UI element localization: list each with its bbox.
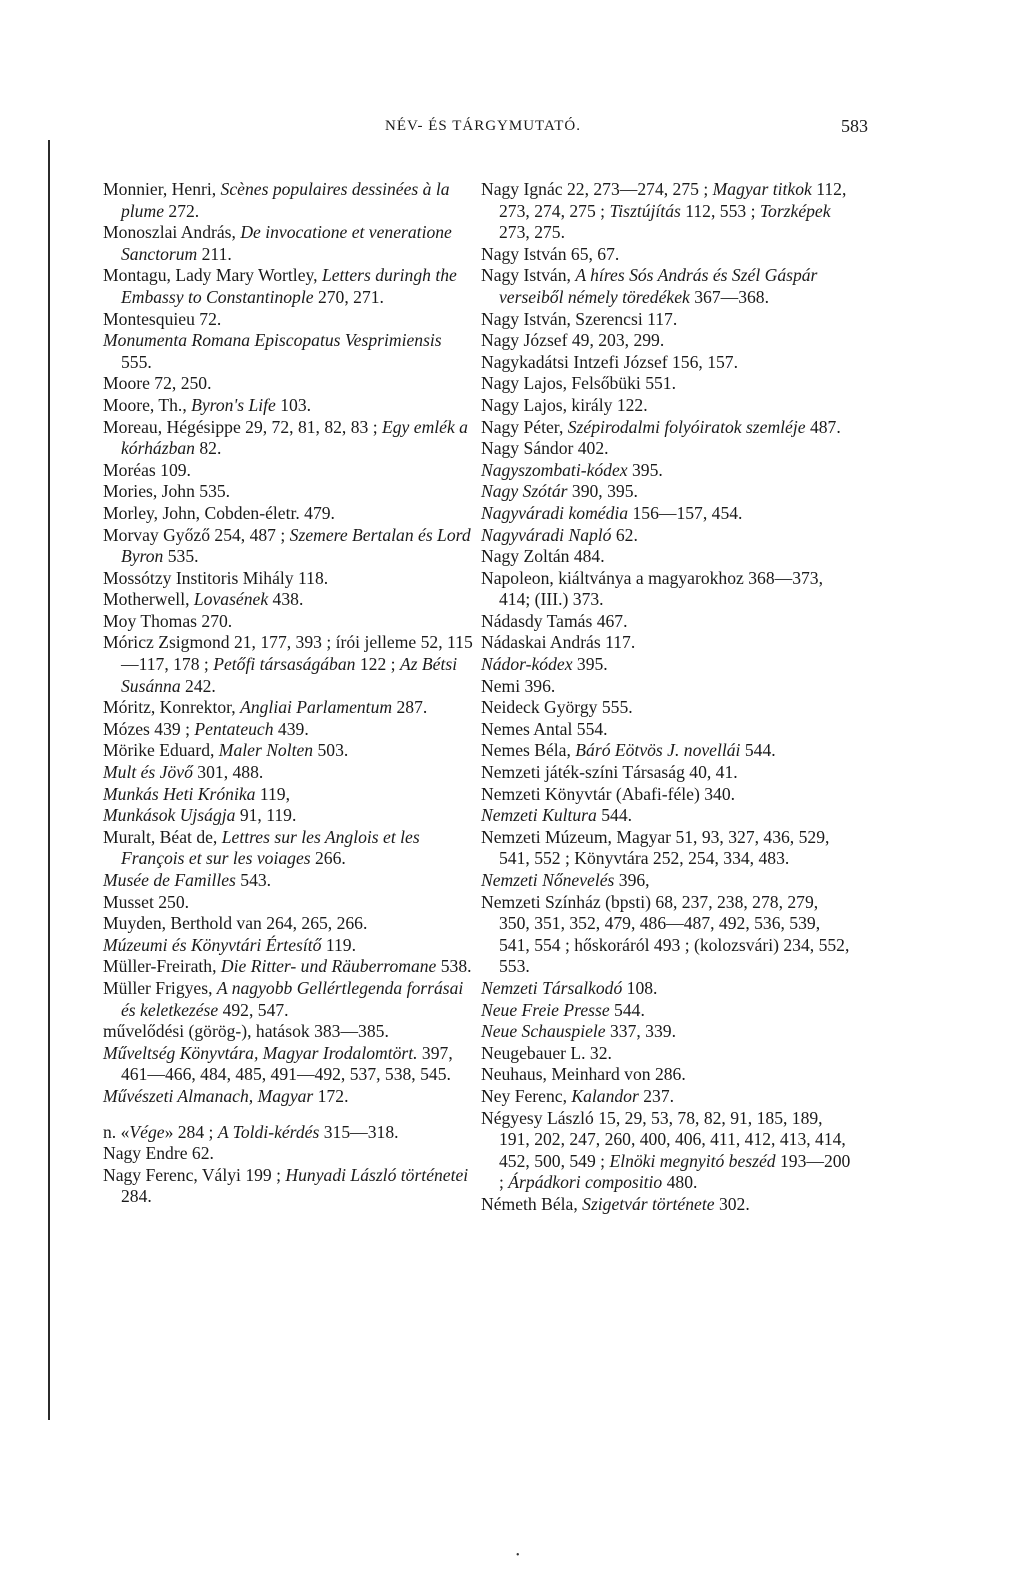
entry-text: 103. <box>275 394 312 415</box>
entry-text: Nemzeti Múzeum, Magyar 51, 93, 327, 436, 529, 541, 552 ; Könyvtára 252, 254, 334, 483. <box>481 826 830 869</box>
index-column-right <box>481 179 851 1216</box>
index-entry <box>103 417 473 460</box>
entry-text: Nagy Sándor 402. <box>481 438 609 459</box>
index-entry <box>481 330 851 352</box>
entry-text: Négyesy László 15, 29, 53, 78, 82, 91, 185, 189, 191, 202, 247, 260, 400, 406, 411, 412, 413, 414, 452, 500, 549 ; <box>481 1107 846 1171</box>
entry-text: 119. <box>321 934 356 955</box>
entry-title-italic: Byron's Life <box>191 394 276 415</box>
entry-text: Mossótzy Institoris Mihály 118. <box>103 567 329 588</box>
index-entry <box>481 762 851 784</box>
index-entry <box>103 697 473 719</box>
entry-text: 112, 553 ; <box>680 200 760 221</box>
entry-title-italic: Pentateuch <box>194 718 274 739</box>
entry-text: 287. <box>392 697 428 718</box>
entry-title-italic: Neue Schauspiele <box>481 1021 606 1042</box>
entry-text: 438. <box>268 589 304 610</box>
index-entry <box>481 546 851 568</box>
index-entry <box>481 395 851 417</box>
entry-title-italic: Tisztújítás <box>609 200 681 221</box>
entry-text: Napoleon, kiáltványa a magyarokhoz 368—373, 414; (III.) 373. <box>481 567 824 610</box>
entry-text: Muyden, Berthold van 264, 265, 266. <box>103 913 368 934</box>
page-binding-rule <box>48 140 50 1420</box>
index-entry <box>103 265 473 308</box>
entry-title-italic: Múzeumi és Könyvtári Értesítő <box>103 934 322 955</box>
entry-text: 272. <box>164 200 200 221</box>
entry-title-italic: Maler Nolten <box>218 740 314 761</box>
entry-text: Nemzeti játék-színi Társaság 40, 41. <box>481 762 738 783</box>
entry-text: 172. <box>313 1085 349 1106</box>
entry-text: 367—368. <box>689 286 769 307</box>
index-entry <box>103 589 473 611</box>
index-entry <box>481 632 851 654</box>
entry-title-italic: Nagy Szótár <box>481 481 568 502</box>
entry-title-italic: Scènes populaires dessinées à la plume <box>121 179 450 221</box>
index-entry <box>481 1108 851 1194</box>
index-entry <box>481 309 851 331</box>
entry-title-italic: Az Bétsi Susánna <box>121 654 458 696</box>
entry-text: művelődési (görög-), hatások 383—385. <box>103 1021 389 1042</box>
index-entry <box>481 892 851 978</box>
entry-text: 395. <box>627 459 663 480</box>
index-entry <box>103 330 473 373</box>
entry-text: 62. <box>611 524 638 545</box>
index-entry <box>103 460 473 482</box>
entry-text: Moore, Th., <box>103 394 192 415</box>
entry-text: Montagu, Lady Mary Wortley, <box>103 265 322 286</box>
entry-text: Morley, John, Cobden-életr. 479. <box>103 502 335 523</box>
entry-text: 108. <box>622 977 658 998</box>
entry-text: Morvay Győző 254, 487 ; <box>103 524 290 545</box>
entry-title-italic: Mult és Jövő <box>103 762 193 783</box>
entry-text: Neugebauer L. 32. <box>481 1042 612 1063</box>
entry-text: Moréas 109. <box>103 459 191 480</box>
index-entry <box>481 805 851 827</box>
index-entry <box>103 870 473 892</box>
index-entry <box>481 503 851 525</box>
entry-text: 487. <box>805 416 841 437</box>
index-entry <box>103 978 473 1021</box>
entry-text: 301, 488. <box>192 762 264 783</box>
index-entry <box>103 805 473 827</box>
entry-text: n. « <box>103 1121 130 1142</box>
entry-text: Nagy Lajos, király 122. <box>481 394 648 415</box>
index-entry <box>103 827 473 870</box>
entry-text: Nemi 396. <box>481 675 556 696</box>
entry-text: 156—157, 454. <box>628 502 743 523</box>
index-entry <box>481 352 851 374</box>
index-entry <box>103 740 473 762</box>
entry-title-italic: Munkások Ujságja <box>103 805 236 826</box>
entry-title-italic: A nagyobb Gellértlegenda forrásai és keletkezése <box>121 977 464 1020</box>
index-entry <box>103 1043 473 1086</box>
entry-title-italic: Lettres sur les Anglois et les François et sur les voiages <box>121 826 420 869</box>
entry-text: Nagy József 49, 203, 299. <box>481 330 665 351</box>
entry-text: 503. <box>313 740 349 761</box>
index-entry <box>103 1165 473 1208</box>
entry-text: Müller Frigyes, <box>103 977 217 998</box>
entry-text: 193—200 ; <box>499 1150 851 1193</box>
entry-text: Mories, John 535. <box>103 481 231 502</box>
index-entry <box>103 719 473 741</box>
entry-text: Monnier, Henri, <box>103 179 221 199</box>
entry-title-italic: Angliai Parlamentum <box>240 697 393 718</box>
entry-title-italic: Munkás Heti Krónika <box>103 783 256 804</box>
entry-title-italic: Torzképek <box>759 200 831 221</box>
entry-title-italic: Szemere Bertalan és Lord Byron <box>121 524 471 567</box>
entry-title-italic: Petőfi társaságában <box>213 654 356 675</box>
entry-text: Nagy Ignác 22, 273—274, 275 ; <box>481 179 713 199</box>
entry-text: Nagy Péter, <box>481 416 568 437</box>
entry-text: Nádaskai András 117. <box>481 632 636 653</box>
entry-text: Nádasdy Tamás 467. <box>481 610 628 631</box>
index-entry <box>103 1021 473 1043</box>
entry-text: Moore 72, 250. <box>103 373 212 394</box>
index-entry <box>103 1086 473 1108</box>
index-entry <box>481 784 851 806</box>
index-entry <box>481 719 851 741</box>
entry-text: Montesquieu 72. <box>103 308 222 329</box>
index-entry <box>103 892 473 914</box>
entry-text: 544. <box>609 999 645 1020</box>
entry-title-italic: Szigetvár története <box>582 1193 715 1214</box>
entry-title-italic: Nemzeti Nőnevelés <box>481 870 615 890</box>
entry-text: 439. <box>273 718 309 739</box>
entry-text: Nagy Ferenc, Vályi 199 ; <box>103 1164 286 1185</box>
entry-title-italic: Letters duringh the Embassy to Constantinople <box>121 265 457 307</box>
index-entry <box>481 676 851 698</box>
index-entry <box>103 913 473 935</box>
entry-title-italic: Egy emlék a kórházban <box>121 416 468 459</box>
entry-title-italic: Monumenta Romana Episcopatus Vesprimiensis <box>103 330 442 351</box>
entry-text: Móritz, Konrektor, <box>103 697 241 718</box>
entry-text: 119, <box>255 783 291 804</box>
entry-title-italic: Szépirodalmi folyóiratok szemléje <box>567 416 806 437</box>
entry-text: 284. <box>121 1186 152 1207</box>
entry-title-italic: Musée de Familles <box>103 870 236 890</box>
index-entry <box>103 611 473 633</box>
entry-text: Müller-Freirath, <box>103 956 221 977</box>
entry-title-italic: Nagyváradi komédia <box>481 502 629 523</box>
index-entry <box>481 1194 851 1216</box>
entry-text: 242. <box>180 675 216 696</box>
entry-title-italic: Vége <box>129 1121 165 1142</box>
index-entry <box>481 740 851 762</box>
entry-text: Nagy István 65, 67. <box>481 243 620 264</box>
index-entry <box>103 222 473 265</box>
entry-text: 492, 547. <box>218 999 289 1020</box>
entry-text: Mózes 439 ; <box>103 718 195 739</box>
entry-title-italic: Neue Freie Presse <box>481 999 610 1020</box>
index-entry <box>103 395 473 417</box>
entry-text: Ney Ferenc, <box>481 1085 572 1106</box>
entry-text: 91, 119. <box>235 805 297 826</box>
entry-text: 82. <box>194 438 222 459</box>
entry-text: Nagy Zoltán 484. <box>481 546 605 567</box>
index-column-left <box>103 179 473 1208</box>
index-entry <box>103 1122 473 1144</box>
index-entry <box>103 373 473 395</box>
entry-text: Nagy Lajos, Felsőbüki 551. <box>481 373 676 394</box>
entry-text: 395. <box>572 654 608 675</box>
entry-text: 555. <box>121 351 152 372</box>
entry-text: Moreau, Hégésippe 29, 72, 81, 82, 83 ; <box>103 416 383 437</box>
page-header <box>100 118 866 148</box>
index-entry <box>103 935 473 957</box>
entry-text: 543. <box>235 870 272 890</box>
index-entry <box>481 179 851 244</box>
entry-text: 535. <box>163 546 199 567</box>
entry-text: Móricz Zsigmond 21, 177, 393 ; írói jelleme 52, 115—117, 178 ; <box>103 632 473 675</box>
index-entry <box>481 373 851 395</box>
index-entry <box>103 762 473 784</box>
entry-text: Nagy István, <box>481 265 576 286</box>
entry-text: 112, 273, 274, 275 ; <box>499 179 847 221</box>
index-entry <box>481 978 851 1000</box>
entry-text: 480. <box>662 1172 698 1193</box>
entry-text: Neuhaus, Meinhard von 286. <box>481 1064 686 1085</box>
entry-title-italic: Nagyváradi Napló <box>481 524 612 545</box>
entry-text: 211. <box>197 243 232 264</box>
entry-text: Nemzeti Könyvtár (Abafi-féle) 340. <box>481 783 736 804</box>
index-entry <box>481 1000 851 1022</box>
index-entry <box>481 1086 851 1108</box>
index-entry <box>481 417 851 439</box>
entry-text: 273, 275. <box>499 222 565 243</box>
entry-text: Mörike Eduard, <box>103 740 219 761</box>
entry-title-italic: De invocatione et veneratione Sanctorum <box>121 222 452 264</box>
entry-text: Németh Béla, <box>481 1193 583 1214</box>
entry-text: 538. <box>436 956 472 977</box>
index-entry <box>481 654 851 676</box>
index-entry <box>481 460 851 482</box>
index-entry <box>103 179 473 222</box>
entry-title-italic: Die Ritter- und Räuberromane <box>220 956 437 977</box>
entry-text: Monoszlai András, <box>103 222 241 243</box>
entry-text: Moy Thomas 270. <box>103 610 233 631</box>
entry-text: Nemes Antal 554. <box>481 718 608 739</box>
entry-title-italic: Műveltség Könyvtára, Magyar Irodalomtört. <box>103 1042 418 1063</box>
entry-text: 315—318. <box>319 1121 399 1142</box>
index-entry <box>103 784 473 806</box>
entry-text: 544. <box>740 740 776 761</box>
index-entry <box>103 632 473 697</box>
index-entry <box>103 1143 473 1165</box>
entry-title-italic: Kalandor <box>571 1085 639 1106</box>
entry-title-italic: Magyar titkok <box>712 179 812 199</box>
index-entry <box>481 611 851 633</box>
entry-text: Nagy Endre 62. <box>103 1143 214 1164</box>
index-entry <box>481 481 851 503</box>
entry-title-italic: Báró Eötvös J. novellái <box>575 740 741 761</box>
entry-text: Nemzeti Színház (bpsti) 68, 237, 238, 278, 279, 350, 351, 352, 479, 486—487, 492, 536, 539, 541, 554 ; hőskoráról 493 ; (kolozsvári) 234, 552, 553. <box>481 891 850 977</box>
index-entry <box>481 827 851 870</box>
index-entry <box>481 525 851 547</box>
index-entry <box>103 481 473 503</box>
index-entry <box>103 503 473 525</box>
entry-text: 270, 271. <box>313 286 384 307</box>
entry-text: 544. <box>596 805 633 826</box>
entry-text: 302. <box>714 1193 750 1214</box>
entry-text: 396, <box>614 870 650 890</box>
entry-title-italic: Lovasének <box>193 589 269 610</box>
entry-text: 337, 339. <box>605 1021 676 1042</box>
entry-text: 397, 461—466, 484, 485, 491—492, 537, 538, 545. <box>121 1042 453 1085</box>
index-entry <box>481 438 851 460</box>
entry-title-italic: A Toldi-kérdés <box>217 1121 320 1142</box>
entry-title-italic: A híres Sós András és Szél Gáspár verseiből némely töredékek <box>499 265 818 307</box>
index-entry <box>103 568 473 590</box>
entry-text: Neideck György 555. <box>481 697 633 718</box>
index-entry <box>103 309 473 331</box>
entry-text: Nemes Béla, <box>481 740 576 761</box>
entry-text: 122 ; <box>355 654 400 675</box>
entry-text: 390, 395. <box>567 481 638 502</box>
index-entry <box>103 956 473 978</box>
entry-text: Nagy István, Szerencsi 117. <box>481 308 678 329</box>
page-number: 583 <box>841 116 868 136</box>
print-speck: • <box>516 1550 520 1561</box>
index-entry <box>481 244 851 266</box>
index-entry <box>481 697 851 719</box>
entry-title-italic: Nádor-kódex <box>481 654 573 675</box>
entry-title-italic: Nagyszombati-kódex <box>481 459 628 480</box>
index-entry <box>481 870 851 892</box>
entry-text: Muralt, Béat de, <box>103 826 222 847</box>
index-entry <box>481 568 851 611</box>
index-entry <box>481 265 851 308</box>
entry-text: Motherwell, <box>103 589 194 610</box>
index-entry <box>103 525 473 568</box>
entry-text: » 284 ; <box>164 1121 218 1142</box>
index-entry <box>481 1021 851 1043</box>
entry-title-italic: Művészeti Almanach, Magyar <box>103 1085 314 1106</box>
entry-text: 237. <box>638 1085 675 1106</box>
running-title: NÉV- ÉS TÁRGYMUTATÓ. <box>385 118 581 134</box>
entry-title-italic: Elnöki megnyitó beszéd <box>609 1150 776 1171</box>
entry-title-italic: Hunyadi László történetei <box>285 1164 469 1185</box>
entry-text: 266. <box>310 848 346 869</box>
entry-text: Musset 250. <box>103 891 190 912</box>
entry-title-italic: Árpádkori compositio <box>508 1172 663 1193</box>
entry-text: Nagykadátsi Intzefi József 156, 157. <box>481 351 738 372</box>
index-entry <box>481 1043 851 1065</box>
entry-title-italic: Nemzeti Kultura <box>481 805 597 826</box>
entry-title-italic: Nemzeti Társalkodó <box>481 977 623 998</box>
index-entry <box>481 1064 851 1086</box>
